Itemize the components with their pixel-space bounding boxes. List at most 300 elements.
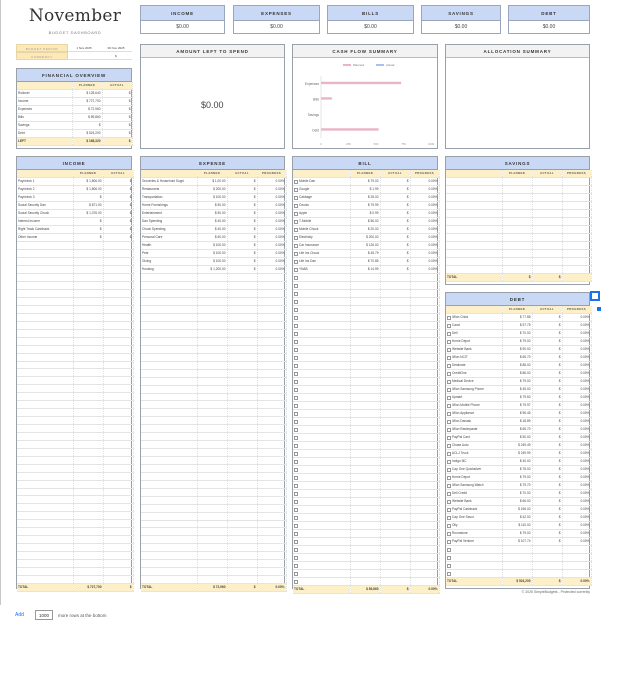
table-cell[interactable] bbox=[103, 242, 133, 250]
add-rows-input[interactable]: 1000 bbox=[35, 610, 53, 620]
table-cell[interactable] bbox=[257, 409, 286, 417]
table-cell[interactable] bbox=[257, 361, 286, 369]
row-checkbox[interactable] bbox=[294, 252, 298, 256]
table-cell[interactable]: 0.00% bbox=[410, 194, 439, 202]
table-cell[interactable]: $ bbox=[103, 210, 133, 218]
table-cell[interactable]: $ bbox=[380, 202, 410, 210]
table-cell[interactable]: 0.00% bbox=[410, 218, 439, 226]
table-cell[interactable] bbox=[562, 265, 591, 273]
table-cell[interactable] bbox=[73, 266, 103, 274]
table-cell[interactable]: $ bbox=[532, 522, 562, 530]
table-cell[interactable] bbox=[227, 488, 257, 496]
table-cell[interactable] bbox=[410, 322, 439, 330]
table-cell[interactable] bbox=[141, 345, 197, 353]
table-cell[interactable]: $ 1,00.00 bbox=[197, 178, 227, 186]
table-cell[interactable] bbox=[227, 496, 257, 504]
table-cell[interactable] bbox=[103, 266, 133, 274]
table-cell[interactable] bbox=[141, 282, 197, 290]
row-checkbox[interactable] bbox=[294, 524, 298, 528]
table-cell[interactable]: $ 45.79 bbox=[350, 250, 380, 258]
table-cell[interactable] bbox=[141, 560, 197, 568]
row-checkbox[interactable] bbox=[294, 404, 298, 408]
table-cell[interactable] bbox=[350, 314, 380, 322]
row-checkbox[interactable] bbox=[294, 444, 298, 448]
table-cell[interactable]: $ 1,200.00 bbox=[197, 266, 227, 274]
table-cell[interactable] bbox=[17, 274, 73, 282]
table-cell[interactable] bbox=[350, 386, 380, 394]
period-start[interactable]: 1 Nov 2025 bbox=[68, 44, 100, 52]
table-cell[interactable] bbox=[141, 441, 197, 449]
table-cell[interactable]: 0.00% bbox=[562, 378, 591, 386]
table-cell[interactable]: $ bbox=[227, 186, 257, 194]
row-checkbox[interactable] bbox=[447, 388, 451, 392]
table-cell[interactable] bbox=[293, 418, 350, 426]
table-cell[interactable] bbox=[410, 474, 439, 482]
table-cell[interactable] bbox=[446, 450, 502, 458]
table-cell[interactable] bbox=[410, 402, 439, 410]
table-cell[interactable] bbox=[141, 528, 197, 536]
row-checkbox[interactable] bbox=[447, 500, 451, 504]
table-cell[interactable] bbox=[73, 313, 103, 321]
table-cell[interactable] bbox=[197, 449, 227, 457]
table-cell[interactable] bbox=[141, 425, 197, 433]
row-checkbox[interactable] bbox=[294, 500, 298, 504]
table-cell[interactable] bbox=[293, 482, 350, 490]
currency-value[interactable]: $ bbox=[100, 52, 132, 60]
table-cell[interactable]: $ 50.00 bbox=[197, 202, 227, 210]
table-cell[interactable] bbox=[197, 361, 227, 369]
row-checkbox[interactable] bbox=[294, 516, 298, 520]
table-cell[interactable]: 0.00% bbox=[562, 354, 591, 362]
table-cell[interactable] bbox=[446, 506, 502, 514]
table-cell[interactable] bbox=[103, 290, 133, 298]
table-cell[interactable] bbox=[73, 464, 103, 472]
table-cell[interactable] bbox=[380, 474, 410, 482]
table-cell[interactable] bbox=[197, 457, 227, 465]
table-cell[interactable]: $ bbox=[73, 194, 103, 202]
table-cell[interactable] bbox=[227, 560, 257, 568]
row-checkbox[interactable] bbox=[447, 348, 451, 352]
row-checkbox[interactable] bbox=[447, 356, 451, 360]
table-cell[interactable] bbox=[227, 457, 257, 465]
table-cell[interactable]: $ 100.00 bbox=[197, 258, 227, 266]
table-cell[interactable] bbox=[446, 249, 502, 257]
table-cell[interactable]: 0.00% bbox=[562, 538, 591, 546]
row-checkbox[interactable] bbox=[447, 484, 451, 488]
table-cell[interactable] bbox=[17, 504, 73, 512]
row-checkbox[interactable] bbox=[294, 420, 298, 424]
table-cell[interactable] bbox=[446, 514, 502, 522]
table-cell[interactable] bbox=[257, 298, 286, 306]
table-cell[interactable] bbox=[141, 306, 197, 314]
table-cell[interactable] bbox=[446, 234, 502, 242]
table-cell[interactable] bbox=[257, 290, 286, 298]
table-cell[interactable] bbox=[141, 520, 197, 528]
table-cell[interactable]: 0.00% bbox=[562, 322, 591, 330]
table-cell[interactable] bbox=[257, 520, 286, 528]
table-cell[interactable] bbox=[257, 512, 286, 520]
table-cell[interactable] bbox=[141, 290, 197, 298]
table-cell[interactable]: 0.00% bbox=[410, 178, 439, 186]
table-cell[interactable] bbox=[410, 538, 439, 546]
row-checkbox[interactable] bbox=[294, 484, 298, 488]
table-cell[interactable] bbox=[197, 552, 227, 560]
table-cell[interactable] bbox=[141, 496, 197, 504]
table-cell[interactable] bbox=[293, 178, 350, 186]
row-checkbox[interactable] bbox=[294, 580, 298, 584]
table-cell[interactable] bbox=[350, 274, 380, 282]
table-cell[interactable] bbox=[141, 480, 197, 488]
table-cell[interactable]: $ bbox=[532, 474, 562, 482]
table-cell[interactable] bbox=[141, 353, 197, 361]
table-cell[interactable] bbox=[350, 546, 380, 554]
table-cell[interactable]: $ 1,376.00 bbox=[73, 210, 103, 218]
table-cell[interactable] bbox=[73, 242, 103, 250]
table-cell[interactable] bbox=[350, 322, 380, 330]
table-cell[interactable]: 0.00% bbox=[562, 330, 591, 338]
row-checkbox[interactable] bbox=[294, 276, 298, 280]
table-cell[interactable] bbox=[73, 393, 103, 401]
row-checkbox[interactable] bbox=[294, 180, 298, 184]
table-cell[interactable]: Personal Care bbox=[141, 234, 197, 242]
table-cell[interactable] bbox=[17, 329, 73, 337]
table-cell[interactable] bbox=[17, 298, 73, 306]
table-cell[interactable] bbox=[293, 210, 350, 218]
table-cell[interactable] bbox=[293, 370, 350, 378]
table-cell[interactable] bbox=[197, 576, 227, 584]
table-cell[interactable] bbox=[562, 257, 591, 265]
table-cell[interactable]: 0.00% bbox=[562, 530, 591, 538]
table-cell[interactable] bbox=[350, 410, 380, 418]
table-cell[interactable] bbox=[257, 306, 286, 314]
table-cell[interactable] bbox=[73, 282, 103, 290]
row-checkbox[interactable] bbox=[447, 476, 451, 480]
table-cell[interactable] bbox=[293, 426, 350, 434]
table-cell[interactable] bbox=[350, 554, 380, 562]
table-cell[interactable]: $ 70.00 bbox=[502, 490, 532, 498]
table-cell[interactable]: $ bbox=[380, 226, 410, 234]
table-cell[interactable] bbox=[293, 266, 350, 274]
table-cell[interactable] bbox=[17, 282, 73, 290]
row-checkbox[interactable] bbox=[294, 300, 298, 304]
row-checkbox[interactable] bbox=[447, 436, 451, 440]
row-checkbox[interactable] bbox=[294, 292, 298, 296]
table-cell[interactable]: $ 107.74 bbox=[502, 538, 532, 546]
table-cell[interactable] bbox=[197, 520, 227, 528]
row-checkbox[interactable] bbox=[294, 468, 298, 472]
table-cell[interactable] bbox=[350, 530, 380, 538]
table-cell[interactable] bbox=[410, 426, 439, 434]
table-cell[interactable] bbox=[17, 567, 73, 575]
table-cell[interactable]: Entertainment bbox=[141, 210, 197, 218]
table-cell[interactable] bbox=[350, 394, 380, 402]
table-cell[interactable]: $ bbox=[532, 538, 562, 546]
table-cell[interactable]: $ 79.00 bbox=[502, 474, 532, 482]
table-cell[interactable] bbox=[532, 546, 562, 554]
table-cell[interactable] bbox=[502, 265, 532, 273]
table-cell[interactable]: 0.00% bbox=[410, 234, 439, 242]
table-cell[interactable] bbox=[17, 250, 73, 258]
table-cell[interactable] bbox=[380, 298, 410, 306]
table-cell[interactable]: $ 96.45 bbox=[502, 410, 532, 418]
table-cell[interactable] bbox=[227, 504, 257, 512]
table-cell[interactable] bbox=[141, 409, 197, 417]
row-checkbox[interactable] bbox=[447, 332, 451, 336]
table-cell[interactable] bbox=[227, 353, 257, 361]
table-cell[interactable] bbox=[141, 322, 197, 330]
table-cell[interactable] bbox=[350, 490, 380, 498]
row-checkbox[interactable] bbox=[294, 340, 298, 344]
table-cell[interactable]: $ 86.00 bbox=[502, 370, 532, 378]
table-cell[interactable]: 0.00% bbox=[562, 394, 591, 402]
table-cell[interactable] bbox=[446, 186, 502, 194]
table-cell[interactable]: 0.00% bbox=[562, 346, 591, 354]
table-cell[interactable] bbox=[446, 522, 502, 530]
table-cell[interactable]: 0.00% bbox=[562, 402, 591, 410]
table-cell[interactable] bbox=[502, 241, 532, 249]
table-cell[interactable] bbox=[103, 345, 133, 353]
table-cell[interactable] bbox=[380, 466, 410, 474]
table-cell[interactable] bbox=[141, 361, 197, 369]
row-checkbox[interactable] bbox=[294, 380, 298, 384]
table-cell[interactable] bbox=[197, 385, 227, 393]
table-cell[interactable] bbox=[17, 432, 73, 440]
table-cell[interactable] bbox=[257, 457, 286, 465]
table-cell[interactable] bbox=[197, 544, 227, 552]
table-cell[interactable]: $ bbox=[380, 234, 410, 242]
table-cell[interactable] bbox=[103, 425, 133, 433]
table-cell[interactable] bbox=[446, 354, 502, 362]
table-cell[interactable] bbox=[197, 441, 227, 449]
table-cell[interactable]: 0.00% bbox=[562, 386, 591, 394]
row-checkbox[interactable] bbox=[447, 444, 451, 448]
table-cell[interactable]: 0.00% bbox=[257, 242, 286, 250]
table-cell[interactable] bbox=[380, 506, 410, 514]
table-cell[interactable] bbox=[410, 410, 439, 418]
row-checkbox[interactable] bbox=[294, 260, 298, 264]
table-cell[interactable] bbox=[197, 425, 227, 433]
table-cell[interactable]: 0.00% bbox=[410, 266, 439, 274]
table-cell[interactable] bbox=[293, 506, 350, 514]
table-cell[interactable] bbox=[410, 338, 439, 346]
table-cell[interactable] bbox=[410, 458, 439, 466]
table-cell[interactable] bbox=[197, 409, 227, 417]
table-cell[interactable] bbox=[350, 282, 380, 290]
table-cell[interactable]: $ bbox=[380, 194, 410, 202]
table-cell[interactable] bbox=[380, 394, 410, 402]
table-cell[interactable] bbox=[73, 432, 103, 440]
table-cell[interactable] bbox=[227, 322, 257, 330]
table-cell[interactable]: $ 871.00 bbox=[73, 202, 103, 210]
table-cell[interactable] bbox=[293, 250, 350, 258]
table-cell[interactable] bbox=[103, 512, 133, 520]
table-cell[interactable]: $ bbox=[532, 338, 562, 346]
table-cell[interactable] bbox=[293, 402, 350, 410]
table-cell[interactable]: 0.00% bbox=[410, 242, 439, 250]
table-cell[interactable] bbox=[410, 282, 439, 290]
table-cell[interactable] bbox=[562, 210, 591, 218]
table-cell[interactable]: $ bbox=[103, 202, 133, 210]
table-cell[interactable] bbox=[257, 568, 286, 576]
table-cell[interactable] bbox=[73, 417, 103, 425]
table-cell[interactable] bbox=[446, 210, 502, 218]
table-cell[interactable] bbox=[257, 369, 286, 377]
table-cell[interactable] bbox=[446, 562, 502, 570]
table-cell[interactable] bbox=[293, 386, 350, 394]
table-cell[interactable] bbox=[446, 490, 502, 498]
row-checkbox[interactable] bbox=[447, 460, 451, 464]
table-cell[interactable] bbox=[380, 442, 410, 450]
table-cell[interactable]: $ bbox=[532, 322, 562, 330]
table-cell[interactable] bbox=[17, 290, 73, 298]
table-cell[interactable]: 0.00% bbox=[257, 194, 286, 202]
table-cell[interactable] bbox=[17, 464, 73, 472]
table-cell[interactable]: $ 1,806.00 bbox=[73, 178, 103, 186]
table-cell[interactable]: $ 0.99 bbox=[350, 210, 380, 218]
table-cell[interactable] bbox=[197, 472, 227, 480]
table-cell[interactable] bbox=[227, 528, 257, 536]
table-cell[interactable] bbox=[502, 257, 532, 265]
table-cell[interactable] bbox=[380, 538, 410, 546]
table-cell[interactable] bbox=[257, 576, 286, 584]
table-cell[interactable] bbox=[293, 202, 350, 210]
table-cell[interactable] bbox=[380, 546, 410, 554]
table-cell[interactable]: 0.00% bbox=[562, 458, 591, 466]
table-cell[interactable] bbox=[73, 258, 103, 266]
table-cell[interactable]: $ bbox=[532, 362, 562, 370]
table-cell[interactable] bbox=[410, 306, 439, 314]
table-cell[interactable] bbox=[17, 313, 73, 321]
table-cell[interactable] bbox=[446, 498, 502, 506]
table-cell[interactable]: $ bbox=[532, 530, 562, 538]
table-cell[interactable] bbox=[293, 226, 350, 234]
table-cell[interactable]: $ bbox=[532, 506, 562, 514]
table-cell[interactable] bbox=[380, 578, 410, 586]
table-cell[interactable] bbox=[227, 306, 257, 314]
table-cell[interactable]: 0.00% bbox=[257, 202, 286, 210]
table-cell[interactable] bbox=[293, 346, 350, 354]
row-checkbox[interactable] bbox=[447, 564, 451, 568]
table-cell[interactable] bbox=[227, 393, 257, 401]
add-rows-button[interactable]: Add bbox=[15, 612, 24, 618]
table-cell[interactable] bbox=[293, 242, 350, 250]
table-cell[interactable] bbox=[380, 386, 410, 394]
table-cell[interactable] bbox=[73, 488, 103, 496]
table-cell[interactable] bbox=[380, 322, 410, 330]
table-cell[interactable] bbox=[350, 378, 380, 386]
table-cell[interactable] bbox=[293, 314, 350, 322]
table-cell[interactable] bbox=[410, 570, 439, 578]
table-cell[interactable] bbox=[410, 482, 439, 490]
table-cell[interactable]: $ bbox=[103, 194, 133, 202]
row-checkbox[interactable] bbox=[294, 556, 298, 560]
table-cell[interactable] bbox=[257, 552, 286, 560]
row-checkbox[interactable] bbox=[294, 196, 298, 200]
table-cell[interactable] bbox=[197, 298, 227, 306]
table-cell[interactable] bbox=[103, 488, 133, 496]
row-checkbox[interactable] bbox=[294, 460, 298, 464]
table-cell[interactable]: $ 79.60 bbox=[502, 394, 532, 402]
table-cell[interactable]: $ bbox=[532, 370, 562, 378]
table-cell[interactable]: Restaurants bbox=[141, 186, 197, 194]
row-checkbox[interactable] bbox=[447, 516, 451, 520]
table-cell[interactable]: $ 90.00 bbox=[502, 346, 532, 354]
table-cell[interactable]: 0.00% bbox=[562, 506, 591, 514]
table-cell[interactable] bbox=[410, 522, 439, 530]
table-cell[interactable] bbox=[350, 458, 380, 466]
table-cell[interactable] bbox=[410, 370, 439, 378]
row-checkbox[interactable] bbox=[294, 428, 298, 432]
table-cell[interactable] bbox=[410, 314, 439, 322]
table-cell[interactable] bbox=[257, 441, 286, 449]
table-cell[interactable]: $ bbox=[532, 402, 562, 410]
table-cell[interactable] bbox=[257, 401, 286, 409]
table-cell[interactable] bbox=[380, 338, 410, 346]
table-cell[interactable] bbox=[293, 330, 350, 338]
table-cell[interactable] bbox=[227, 480, 257, 488]
table-cell[interactable] bbox=[502, 194, 532, 202]
table-cell[interactable] bbox=[562, 178, 591, 186]
table-cell[interactable] bbox=[141, 464, 197, 472]
table-cell[interactable] bbox=[502, 570, 532, 578]
table-cell[interactable] bbox=[227, 544, 257, 552]
table-cell[interactable] bbox=[227, 441, 257, 449]
table-cell[interactable] bbox=[227, 361, 257, 369]
table-cell[interactable]: 0.00% bbox=[257, 218, 286, 226]
table-cell[interactable]: $ bbox=[380, 178, 410, 186]
table-cell[interactable] bbox=[141, 576, 197, 584]
table-cell[interactable] bbox=[446, 402, 502, 410]
table-cell[interactable] bbox=[73, 361, 103, 369]
table-cell[interactable] bbox=[446, 482, 502, 490]
row-checkbox[interactable] bbox=[294, 332, 298, 336]
table-cell[interactable] bbox=[502, 186, 532, 194]
table-cell[interactable]: $ 78.00 bbox=[502, 466, 532, 474]
table-cell[interactable] bbox=[446, 194, 502, 202]
table-cell[interactable]: $ 249.99 bbox=[502, 450, 532, 458]
table-cell[interactable] bbox=[502, 234, 532, 242]
table-cell[interactable]: Home Furnishings bbox=[141, 202, 197, 210]
table-cell[interactable] bbox=[141, 568, 197, 576]
table-cell[interactable] bbox=[73, 345, 103, 353]
table-cell[interactable] bbox=[73, 512, 103, 520]
table-cell[interactable] bbox=[197, 306, 227, 314]
row-checkbox[interactable] bbox=[294, 572, 298, 576]
table-cell[interactable] bbox=[227, 417, 257, 425]
table-cell[interactable] bbox=[103, 385, 133, 393]
table-cell[interactable]: $ 50.00 bbox=[502, 434, 532, 442]
table-cell[interactable] bbox=[410, 330, 439, 338]
table-cell[interactable] bbox=[410, 298, 439, 306]
table-cell[interactable]: $ 70.00 bbox=[502, 330, 532, 338]
table-cell[interactable] bbox=[446, 241, 502, 249]
table-cell[interactable] bbox=[103, 329, 133, 337]
table-cell[interactable]: $ 14.99 bbox=[350, 266, 380, 274]
table-cell[interactable] bbox=[197, 568, 227, 576]
table-cell[interactable] bbox=[103, 432, 133, 440]
table-cell[interactable] bbox=[446, 322, 502, 330]
table-cell[interactable]: Giving bbox=[141, 258, 197, 266]
table-cell[interactable] bbox=[446, 178, 502, 186]
table-cell[interactable] bbox=[73, 448, 103, 456]
table-cell[interactable] bbox=[380, 418, 410, 426]
table-cell[interactable] bbox=[197, 504, 227, 512]
table-cell[interactable] bbox=[532, 570, 562, 578]
table-cell[interactable] bbox=[73, 440, 103, 448]
table-cell[interactable]: Paycheck 3 bbox=[17, 194, 73, 202]
table-cell[interactable]: $ bbox=[380, 186, 410, 194]
table-cell[interactable]: 0.00% bbox=[257, 266, 286, 274]
